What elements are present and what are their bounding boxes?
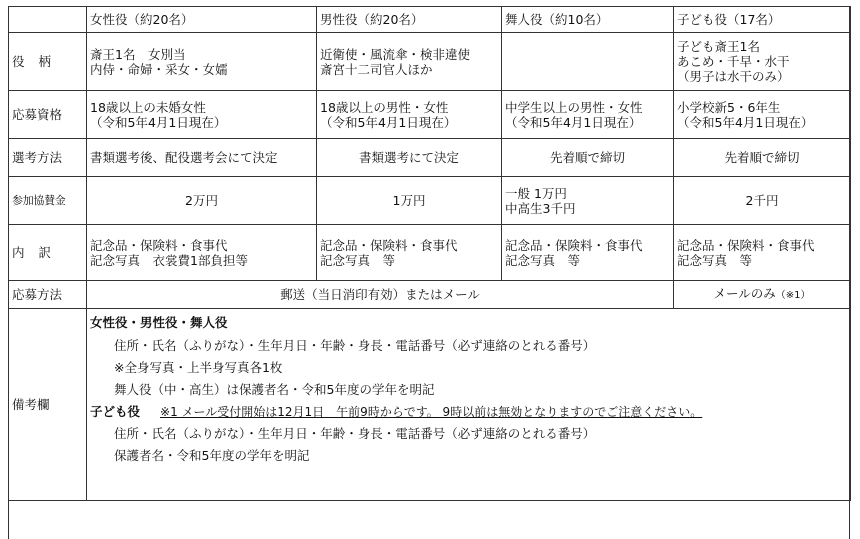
eligibility-female-line: （令和5年4月1日現在） [90, 114, 227, 130]
role-male-line: 近衛使・風流傘・検非違使 [320, 46, 471, 62]
breakdown-female [87, 225, 317, 281]
role-female [87, 33, 317, 91]
role-male [317, 33, 502, 91]
row-label-remarks: 備考欄 [9, 309, 87, 501]
breakdown-child-line: 記念写真 等 [677, 252, 753, 268]
row-label-breakdown: 内 訳 [9, 225, 87, 281]
header-corner [9, 7, 87, 33]
remarks-adult-line: 住所・氏名（ふりがな）・生年月日・年齢・身長・電話番号（必ず連絡のとれる番号） [114, 338, 596, 353]
fee-dancer [502, 177, 674, 225]
role-child-line: あこめ・千早・水干 [677, 54, 790, 69]
role-child-line: 子ども斎王1名 [677, 39, 760, 54]
breakdown-dancer-line: 記念写真 等 [505, 252, 581, 268]
role-child [674, 33, 851, 91]
selection-female: 書類選考後、配役選考会にて決定 [87, 139, 317, 177]
remarks-content [87, 309, 851, 501]
fee-female: 2万円 [87, 177, 317, 225]
header-female: 女性役（約20名） [87, 7, 317, 33]
breakdown-male-line: 記念品・保険料・食事代 [320, 237, 458, 253]
row-label-selection: 選考方法 [9, 139, 87, 177]
breakdown-male-line: 記念写真 等 [320, 252, 396, 268]
remarks-child-heading: 子ども役 [90, 404, 141, 419]
method-adult: 郵送（当日消印有効）またはメール [87, 281, 674, 309]
method-row [9, 281, 851, 309]
eligibility-male-line: （令和5年4月1日現在） [320, 114, 457, 130]
eligibility-dancer-line: （令和5年4月1日現在） [505, 114, 642, 130]
remarks-adult-heading: 女性役・男性役・舞人役 [90, 315, 228, 330]
fee-dancer-line: 一般 1万円 [505, 185, 567, 201]
row-label-fee: 参加協賛金 [9, 177, 87, 225]
fee-row [9, 177, 851, 225]
fee-child: 2千円 [674, 177, 851, 225]
header-male: 男性役（約20名） [317, 7, 502, 33]
selection-male: 書類選考にて決定 [317, 139, 502, 177]
breakdown-child [674, 225, 851, 281]
breakdown-dancer [502, 225, 674, 281]
breakdown-dancer-line: 記念品・保険料・食事代 [505, 237, 643, 253]
selection-child: 先着順で締切 [674, 139, 851, 177]
role-female-line: 内侍・命婦・采女・女嬬 [90, 61, 228, 77]
eligibility-male [317, 91, 502, 139]
header-row [9, 7, 851, 33]
selection-dancer: 先着順で締切 [502, 139, 674, 177]
row-label-method: 応募方法 [9, 281, 87, 309]
role-male-line: 斎宮十二司官人ほか [320, 61, 433, 77]
header-child: 子ども役（17名） [674, 7, 851, 33]
eligibility-child-line: 小学校新5・6年生 [677, 99, 781, 115]
remarks-child-note: ※1 メール受付開始は12月1日 午前9時からです。 9時以前は無効となりますのでご注意ください。 [160, 405, 703, 419]
eligibility-dancer [502, 91, 674, 139]
role-dancer [502, 33, 674, 91]
header-dancer: 舞人役（約10名） [502, 7, 674, 33]
method-child-text: メールのみ [713, 286, 776, 301]
fee-dancer-line: 中高生3千円 [505, 200, 576, 216]
eligibility-row [9, 91, 851, 139]
role-child-line: （男子は水干のみ） [677, 69, 790, 84]
breakdown-female-line: 記念写真 衣裳費1部負担等 [90, 252, 248, 268]
role-female-line: 斎王1名 女別当 [90, 46, 186, 62]
eligibility-child [674, 91, 851, 139]
remarks-adult-line: 舞人役（中・高生）は保護者名・令和5年度の学年を明記 [114, 382, 435, 397]
eligibility-male-line: 18歳以上の男性・女性 [320, 99, 449, 115]
eligibility-female-line: 18歳以上の未婚女性 [90, 99, 206, 115]
method-child [674, 281, 851, 309]
eligibility-child-line: （令和5年4月1日現在） [677, 114, 814, 130]
row-label-eligibility: 応募資格 [9, 91, 87, 139]
selection-row [9, 139, 851, 177]
remarks-row [9, 309, 851, 501]
recruitment-table [8, 6, 851, 501]
eligibility-dancer-line: 中学生以上の男性・女性 [505, 99, 643, 115]
breakdown-row [9, 225, 851, 281]
method-child-note: （※1） [775, 290, 811, 301]
remarks-child-line: 住所・氏名（ふりがな）・生年月日・年齢・身長・電話番号（必ず連絡のとれる番号） [114, 426, 596, 441]
breakdown-male [317, 225, 502, 281]
remarks-adult-line: ※全身写真・上半身写真各1枚 [114, 360, 283, 375]
role-row [9, 33, 851, 91]
remarks-child-heading-line [90, 401, 847, 423]
breakdown-child-line: 記念品・保険料・食事代 [677, 237, 815, 253]
fee-male: 1万円 [317, 177, 502, 225]
row-label-role: 役 柄 [9, 33, 87, 91]
remarks-child-line: 保護者名・令和5年度の学年を明記 [114, 448, 310, 463]
eligibility-female [87, 91, 317, 139]
breakdown-female-line: 記念品・保険料・食事代 [90, 237, 228, 253]
